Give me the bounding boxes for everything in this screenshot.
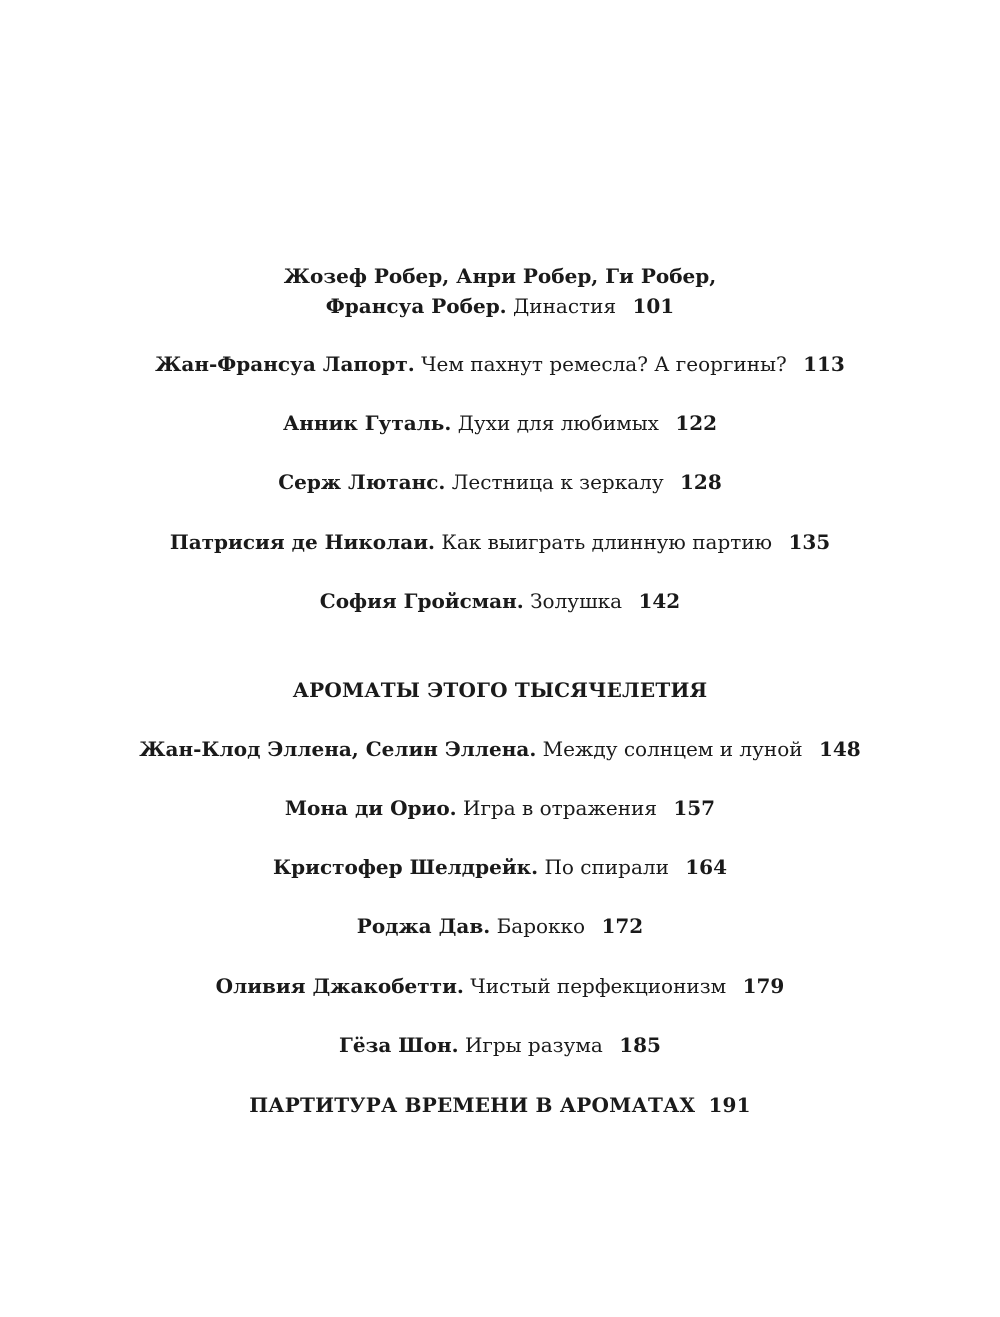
section-heading: [0, 676, 1000, 704]
entry-title: Чем пахнут ремесла? А георгины?: [421, 352, 787, 376]
entry-author: Гёза Шон.: [339, 1033, 459, 1057]
toc-entry-nicolai: [0, 528, 1000, 556]
toc-entry-lutens: [0, 468, 1000, 496]
entry-author: Патрисия де Николаи.: [169, 530, 436, 554]
entry-title: Лестница к зеркалу: [451, 470, 664, 494]
toc-entry-sheldrake: [0, 853, 1000, 881]
toc-entry-schoen: [0, 1031, 1000, 1059]
entry-author: Серж Лютанс.: [278, 470, 446, 494]
toc-entry-giacobetti: [0, 972, 1000, 1000]
entry-page-number: 148: [818, 737, 861, 761]
entry-page-number: 122: [675, 411, 718, 435]
final-section: [0, 1091, 1000, 1119]
toc-entry-robert-line1: [0, 262, 1000, 290]
toc-entry-di-orio: [0, 794, 1000, 822]
toc-entry-laporte: [0, 350, 1000, 378]
entry-page-number: 157: [673, 796, 716, 820]
final-section-page-number: 191: [708, 1093, 751, 1117]
entry-author: Анник Гуталь.: [282, 411, 452, 435]
entry-title: Как выиграть длинную партию: [441, 530, 773, 554]
entry-author: Роджа Дав.: [356, 914, 491, 938]
entry-title: Игры разума: [464, 1033, 603, 1057]
entry-page-number: 135: [788, 530, 831, 554]
entry-page-number: 172: [601, 914, 644, 938]
entry-page-number: 142: [638, 589, 681, 613]
entry-page-number: 101: [632, 294, 675, 318]
toc-entry-grojsman: [0, 587, 1000, 615]
entry-title: Игра в отражения: [463, 796, 657, 820]
section-heading-text: АРОМАТЫ ЭТОГО ТЫСЯЧЕЛЕТИЯ: [292, 678, 708, 702]
entry-page-number: 128: [679, 470, 722, 494]
entry-author: Жозеф Робер, Анри Робер, Ги Робер,: [283, 264, 717, 288]
entry-author: Жан-Клод Эллена, Селин Эллена.: [139, 737, 537, 761]
entry-title: Барокко: [496, 914, 586, 938]
entry-title: Золушка: [530, 589, 623, 613]
toc-entry-ellena: [0, 735, 1000, 763]
entry-title: Чистый перфекционизм: [470, 974, 727, 998]
entry-author: София Гройсман.: [319, 589, 524, 613]
final-section-title: ПАРТИТУРА ВРЕМЕНИ В АРОМАТАХ: [249, 1093, 696, 1117]
entry-page-number: 164: [685, 855, 728, 879]
toc-entry-robert: [0, 292, 1000, 320]
entry-page-number: 113: [803, 352, 845, 376]
entry-author: Жан-Франсуа Лапорт.: [155, 352, 415, 376]
entry-page-number: 185: [619, 1033, 661, 1057]
entry-page-number: 179: [742, 974, 785, 998]
entry-title: Между солнцем и луной: [542, 737, 803, 761]
toc-entry-dove: [0, 912, 1000, 940]
entry-author: Кристофер Шелдрейк.: [272, 855, 539, 879]
entry-title: Династия: [513, 294, 617, 318]
entry-title: По спирали: [544, 855, 669, 879]
entry-title: Духи для любимых: [457, 411, 659, 435]
entry-author: Франсуа Робер.: [325, 294, 507, 318]
entry-author: Оливия Джакобетти.: [215, 974, 464, 998]
toc-entry-goutal: [0, 409, 1000, 437]
entry-author: Мона ди Орио.: [284, 796, 457, 820]
